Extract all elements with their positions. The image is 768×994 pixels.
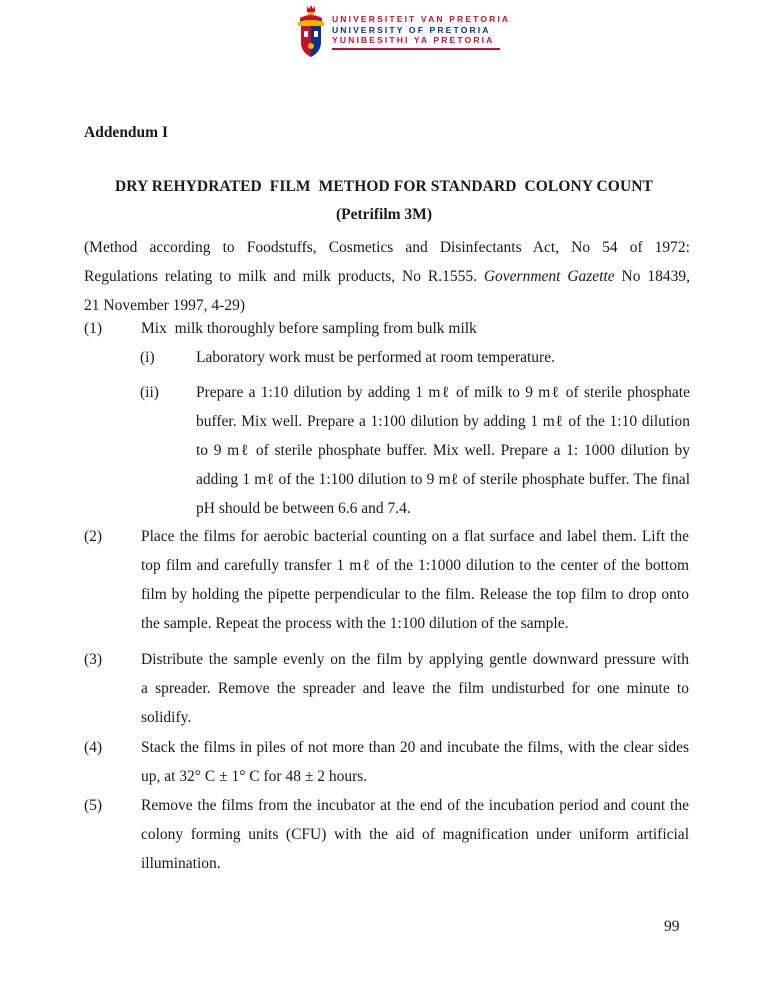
substep-text (196, 378, 690, 523)
university-name (332, 14, 512, 46)
step-line: the sample. Repeat the process with the 1:100 dilution of the sample. (141, 615, 569, 632)
intro-line: 21 November 1997, 4-29) (84, 297, 245, 314)
addendum-heading: Addendum I (84, 124, 168, 141)
step-number: (3) (84, 651, 103, 668)
step-line: Distribute the sample evenly on the film by applying gentle downward pressure with (141, 651, 689, 668)
step-number: (4) (84, 739, 103, 756)
university-name-sepedi: YUNIBESITHI YA PRETORIA (332, 35, 495, 45)
step-text (141, 522, 689, 638)
method-reference (84, 233, 690, 320)
substep-line: to 9 mℓ of sterile phosphate buffer. Mix well. Prepare a 1: 1000 dilution by (196, 442, 690, 459)
step-line: colony forming units (CFU) with the aid of magnification under uniform artificial (141, 826, 689, 843)
step-text (141, 314, 689, 343)
university-crest-icon (296, 4, 326, 60)
step-line: Stack the films in piles of not more than 20 and incubate the films, with the clear sides (141, 739, 689, 756)
step-line: a spreader. Remove the spreader and leave the film undisturbed for one minute to (141, 680, 689, 697)
substep-line: Laboratory work must be performed at room temperature. (196, 349, 555, 366)
step-line: up, at 32° C ± 1° C for 48 ± 2 hours. (141, 768, 368, 785)
step-text (141, 645, 689, 732)
step-line: Place the films for aerobic bacterial counting on a flat surface and label them. Lift the (141, 528, 689, 545)
step-line: Mix milk thoroughly before sampling from bulk milk (141, 320, 477, 337)
step-text (141, 791, 689, 878)
intro-line: Regulations relating to milk and milk products, No R.1555. Government Gazette No 18439, (84, 268, 690, 285)
logo-underline (332, 48, 500, 50)
step-line: solidify. (141, 709, 192, 726)
university-logo (296, 4, 511, 64)
step-number: (1) (84, 320, 103, 337)
step-line: illumination. (141, 855, 221, 872)
university-name-english: UNIVERSITY OF PRETORIA (332, 24, 491, 35)
substep-line: pH should be between 6.6 and 7.4. (196, 500, 411, 517)
university-name-afrikaans: UNIVERSITEIT VAN PRETORIA (332, 14, 511, 24)
gazette-title: Government Gazette (483, 268, 615, 285)
page-number: 99 (664, 918, 680, 935)
step-number: (2) (84, 528, 103, 545)
intro-line: (Method according to Foodstuffs, Cosmetics and Disinfectants Act, No 54 of 1972: (84, 239, 690, 256)
step-number: (5) (84, 797, 103, 814)
document-title: DRY REHYDRATED FILM METHOD FOR STANDARD COLONY COUNT (115, 178, 653, 195)
substep-text (196, 343, 690, 372)
substep-number: (i) (140, 349, 155, 366)
substep-line: adding 1 mℓ of the 1:100 dilution to 9 mℓ of sterile phosphate buffer. The final (196, 471, 690, 488)
substep-number: (ii) (140, 384, 159, 401)
step-line: film by holding the pipette perpendicular to the film. Release the top film to drop onto (141, 586, 689, 603)
substep-line: Prepare a 1:10 dilution by adding 1 mℓ of milk to 9 mℓ of sterile phosphate (196, 384, 690, 401)
step-line: top film and carefully transfer 1 mℓ of the 1:1000 dilution to the center of the bottom (141, 557, 689, 574)
step-line: Remove the films from the incubator at the end of the incubation period and count the (141, 797, 689, 814)
document-subtitle: (Petrifilm 3M) (336, 206, 432, 223)
step-text (141, 733, 689, 791)
substep-line: buffer. Mix well. Prepare a 1:100 dilution by adding 1 mℓ of the 1:10 dilution (196, 413, 690, 430)
